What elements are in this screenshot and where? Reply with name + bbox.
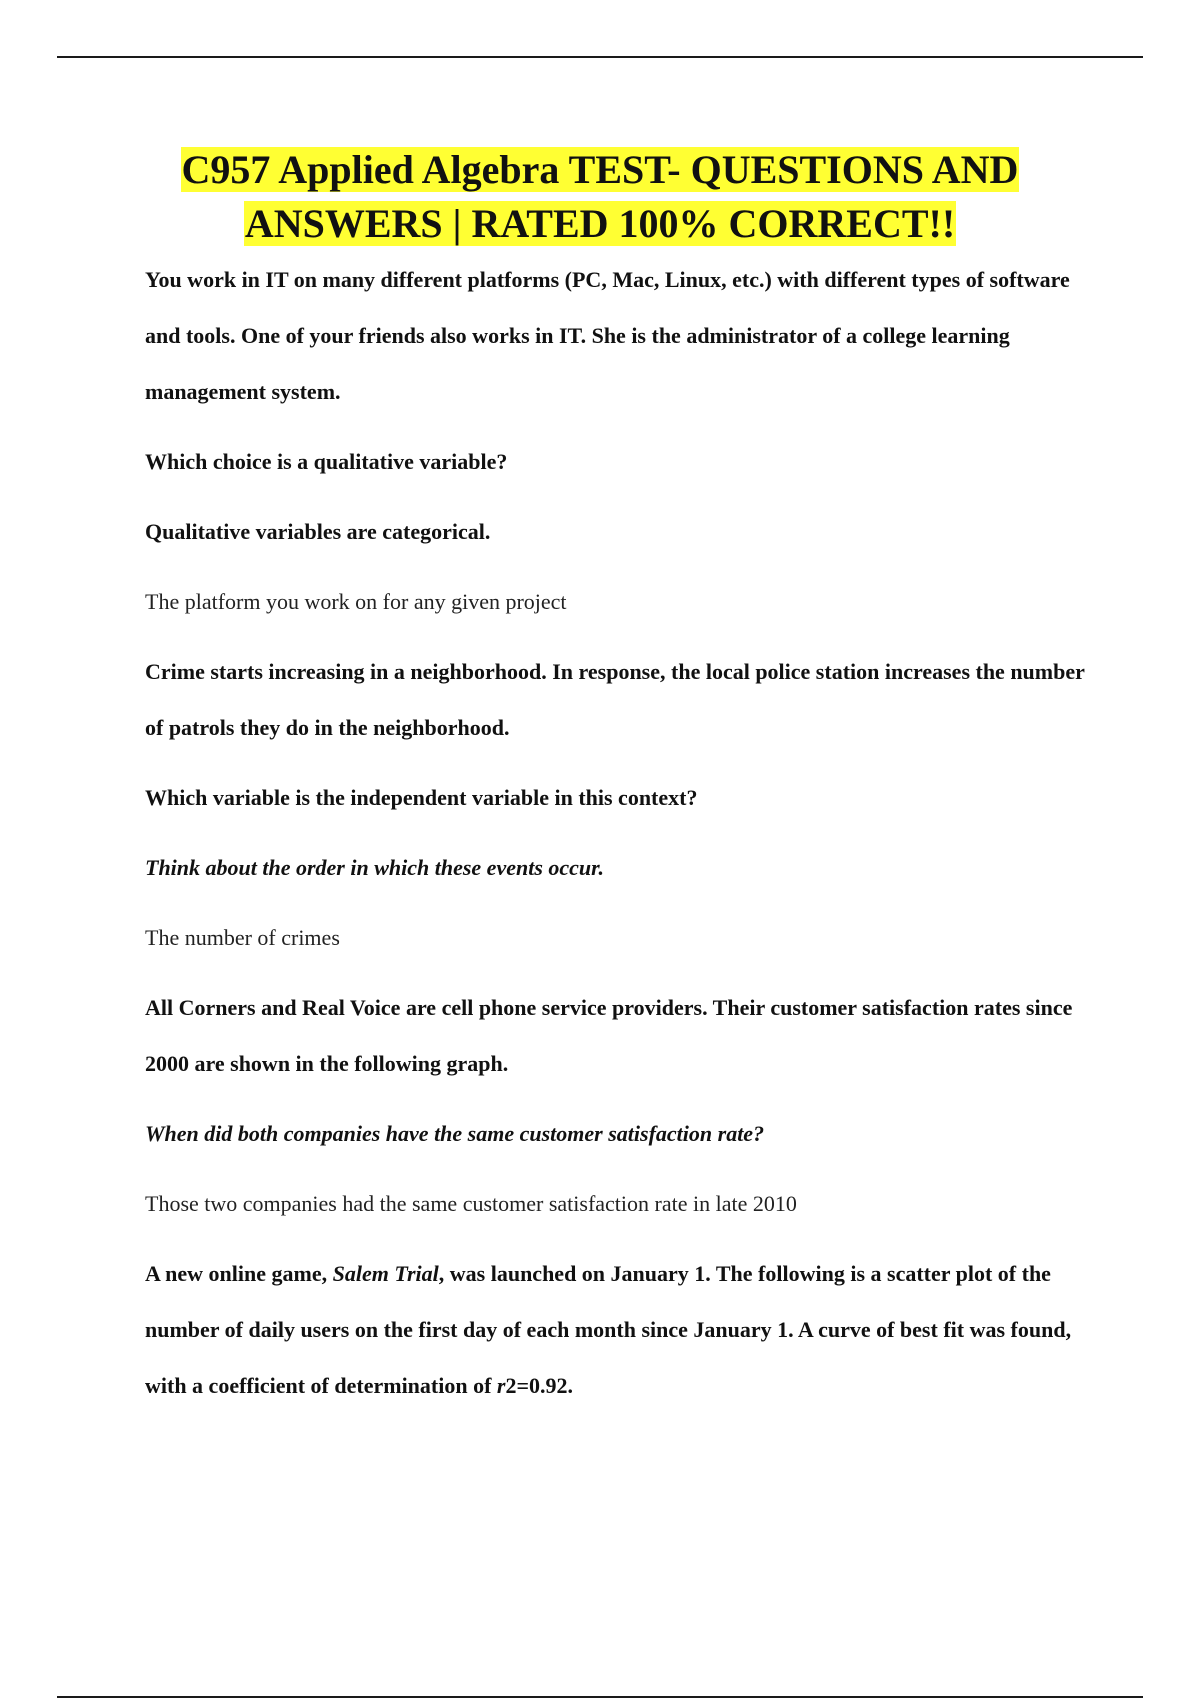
question-1-note: Qualitative variables are categorical. (145, 519, 491, 544)
top-rule (57, 56, 1143, 58)
document-title (57, 143, 1143, 251)
question-1-context: You work in IT on many different platforms (PC, Mac, Linux, etc.) with different types of software and tools. One of your friends also works in IT. She is the administrator of a college learning management system. (145, 267, 1070, 404)
title-line-1: C957 Applied Algebra TEST- QUESTIONS AND (181, 147, 1019, 192)
question-3-context: All Corners and Real Voice are cell phone service providers. Their customer satisfaction rates since 2000 are shown in the following graph. (145, 995, 1073, 1076)
game-name: Salem Trial (332, 1261, 439, 1286)
question-4-text-c: 2=0.92. (505, 1373, 574, 1398)
question-1-prompt: Which choice is a qualitative variable? (145, 449, 508, 474)
document-body (145, 252, 1095, 1414)
question-4-context (145, 1246, 1095, 1414)
question-2-prompt: Which variable is the independent variable in this context? (145, 785, 698, 810)
question-4-text-a: A new online game, (145, 1261, 333, 1286)
title-line-2: ANSWERS | RATED 100% CORRECT!! (244, 201, 956, 246)
question-3-prompt: When did both companies have the same customer satisfaction rate? (145, 1121, 765, 1146)
bottom-rule (57, 1696, 1143, 1698)
question-1-answer: The platform you work on for any given project (145, 589, 567, 614)
question-2-context: Crime starts increasing in a neighborhood. In response, the local police station increases the number of patrols they do in the neighborhood. (145, 659, 1085, 740)
question-2-answer: The number of crimes (145, 925, 340, 950)
question-2-hint: Think about the order in which these events occur. (145, 855, 604, 880)
r-variable: r (496, 1373, 506, 1398)
question-4-text-b: , was launched on January 1. The following is a scatter plot of the number of daily users on the first day of each month since January 1. A curve of best fit was found, with a coefficient of determination of (145, 1261, 1072, 1398)
question-3-answer: Those two companies had the same customer satisfaction rate in late 2010 (145, 1191, 797, 1216)
